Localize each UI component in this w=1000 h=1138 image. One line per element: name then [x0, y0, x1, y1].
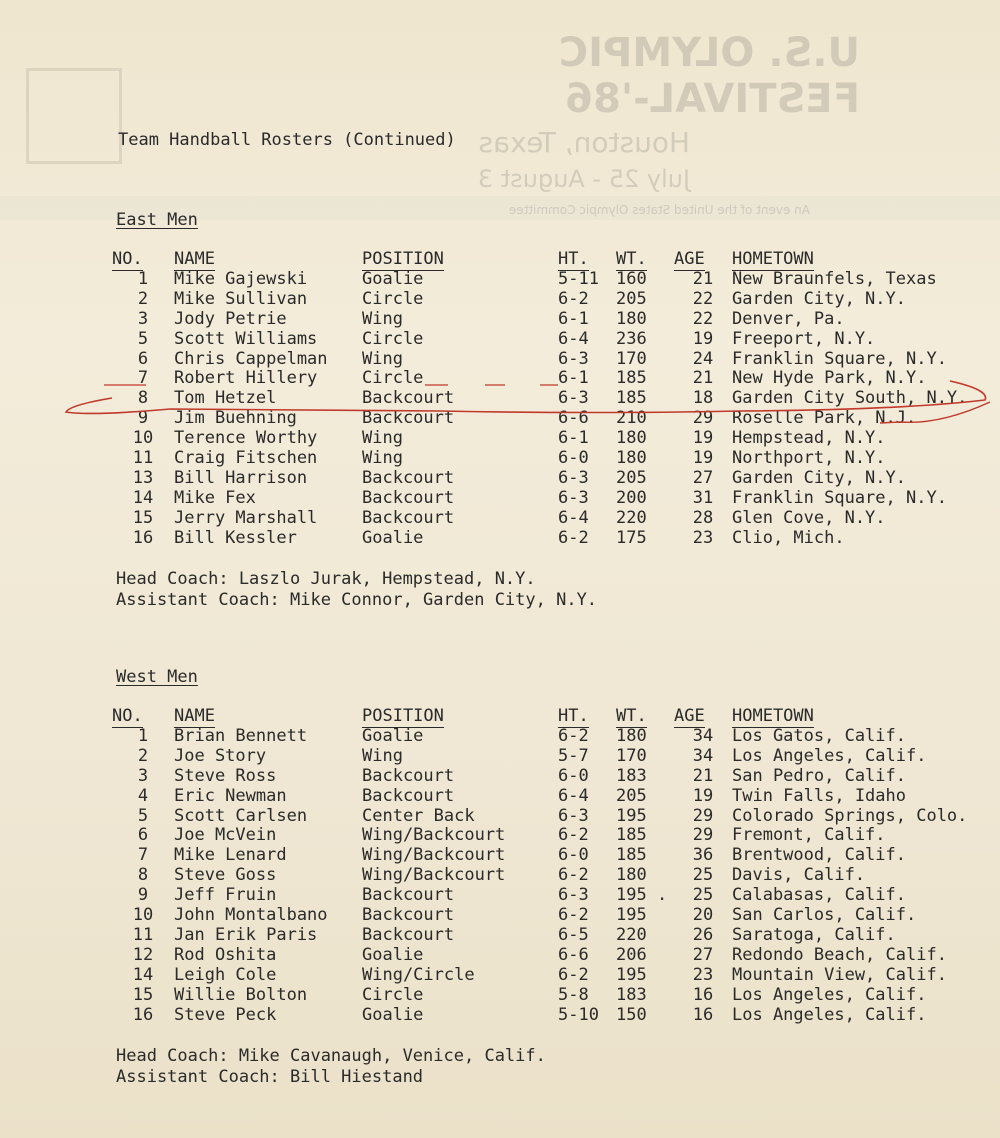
player-weight: 220 — [616, 507, 647, 528]
player-age: 18 — [692, 388, 714, 409]
table-row — [112, 906, 992, 926]
player-position: Backcourt — [362, 388, 455, 409]
player-height: 6-3 — [558, 487, 589, 508]
player-age: 29 — [692, 408, 714, 429]
player-position: Backcourt — [362, 905, 455, 926]
player-number: 9 — [137, 408, 149, 429]
player-hometown: Los Angeles, Calif. — [732, 984, 927, 1005]
player-position: Circle — [362, 288, 424, 309]
player-age: 34 — [692, 745, 714, 766]
table-row — [112, 926, 992, 946]
table-row — [112, 270, 992, 290]
player-height: 6-3 — [558, 885, 589, 906]
player-position: Goalie — [362, 944, 424, 965]
player-number: 16 — [132, 527, 154, 548]
player-number: 6 — [137, 825, 149, 846]
player-weight: 185 — [616, 825, 647, 846]
player-number: 15 — [132, 984, 154, 1005]
player-hometown: New Hyde Park, N.Y. — [732, 368, 927, 389]
player-height: 6-0 — [558, 448, 589, 469]
player-age: 29 — [692, 805, 714, 826]
player-weight: 175 — [616, 527, 647, 548]
table-row — [112, 469, 992, 489]
table-row — [112, 886, 992, 906]
player-name: Jan Erik Paris — [174, 924, 318, 945]
player-height: 6-6 — [558, 944, 589, 965]
player-age: 27 — [692, 944, 714, 965]
table-row — [112, 330, 992, 350]
col-age-header: AGE — [674, 249, 705, 269]
col-wt-header: WT. — [616, 706, 647, 726]
table-row — [112, 409, 992, 429]
west-assistant-coach: Assistant Coach: Bill Hiestand — [116, 1067, 424, 1087]
player-position: Backcourt — [362, 487, 455, 508]
player-height: 6-4 — [558, 328, 589, 349]
player-height: 6-1 — [558, 428, 589, 449]
player-height: 6-4 — [558, 507, 589, 528]
player-name: Brian Bennett — [174, 725, 308, 746]
player-weight: 180 — [616, 448, 647, 469]
player-age: 21 — [692, 368, 714, 389]
col-name-header: NAME — [174, 706, 215, 726]
east-header-row — [112, 250, 992, 270]
player-name: Steve Peck — [174, 1004, 277, 1025]
player-height: 6-0 — [558, 845, 589, 866]
player-hometown: Clio, Mich. — [732, 527, 845, 548]
player-height: 6-2 — [558, 725, 589, 746]
player-number: 1 — [137, 725, 149, 746]
player-weight: 185 — [616, 368, 647, 389]
player-position: Backcourt — [362, 408, 455, 429]
player-age: 21 — [692, 268, 714, 289]
west-head-coach: Head Coach: Mike Cavanaugh, Venice, Calif. — [116, 1046, 546, 1066]
player-name: Willie Bolton — [174, 984, 308, 1005]
player-hometown: Twin Falls, Idaho — [732, 785, 906, 806]
player-number: 5 — [137, 805, 149, 826]
player-hometown: Calabasas, Calif. — [732, 885, 906, 906]
player-weight: 220 — [616, 924, 647, 945]
player-height: 5-11 — [558, 268, 599, 289]
player-age: 22 — [692, 308, 714, 329]
player-position: Backcourt — [362, 765, 455, 786]
player-position: Goalie — [362, 268, 424, 289]
player-number: 10 — [132, 428, 154, 449]
player-name: Chris Cappelman — [174, 348, 328, 369]
player-number: 8 — [137, 865, 149, 886]
player-position: Wing/Backcourt — [362, 825, 506, 846]
table-row — [112, 966, 992, 986]
player-hometown: Freeport, N.Y. — [732, 328, 876, 349]
player-number: 14 — [132, 487, 154, 508]
player-height: 5-8 — [558, 984, 589, 1005]
player-weight: 205 — [616, 785, 647, 806]
player-number: 11 — [132, 448, 154, 469]
player-age: 19 — [692, 785, 714, 806]
player-name: Tom Hetzel — [174, 388, 277, 409]
player-height: 6-6 — [558, 408, 589, 429]
player-height: 6-3 — [558, 805, 589, 826]
player-weight: 195 — [616, 905, 647, 926]
player-height: 6-2 — [558, 288, 589, 309]
player-number: 14 — [132, 964, 154, 985]
player-number: 3 — [137, 765, 149, 786]
player-weight: 160 — [616, 268, 647, 289]
player-hometown: New Braunfels, Texas — [732, 268, 937, 289]
player-height: 6-3 — [558, 348, 589, 369]
table-row — [112, 787, 992, 807]
player-weight: 150 — [616, 1004, 647, 1025]
player-weight: 205 — [616, 467, 647, 488]
player-name: Steve Goss — [174, 865, 277, 886]
player-hometown: Mountain View, Calif. — [732, 964, 947, 985]
table-row — [112, 369, 992, 389]
player-age: 25 — [692, 885, 714, 906]
player-name: Joe McVein — [174, 825, 277, 846]
col-position-header: POSITION — [362, 706, 444, 726]
player-height: 6-2 — [558, 527, 589, 548]
player-age: 31 — [692, 487, 714, 508]
player-weight: 185 — [616, 845, 647, 866]
player-hometown: Los Angeles, Calif. — [732, 745, 927, 766]
player-number: 8 — [137, 388, 149, 409]
player-hometown: Brentwood, Calif. — [732, 845, 906, 866]
player-hometown: Franklin Square, N.Y. — [732, 487, 947, 508]
letterhead-event: U.S. OLYMPIC FESTIVAL-'86 — [558, 30, 860, 122]
player-weight: 236 — [616, 328, 647, 349]
player-weight: 183 — [616, 984, 647, 1005]
player-position: Wing — [362, 745, 403, 766]
player-height: 6-2 — [558, 964, 589, 985]
player-position: Circle — [362, 328, 424, 349]
table-row — [112, 727, 992, 747]
player-weight: 170 — [616, 348, 647, 369]
col-hometown-header: HOMETOWN — [732, 249, 814, 269]
player-position: Wing/Backcourt — [362, 845, 506, 866]
player-position: Backcourt — [362, 885, 455, 906]
player-weight: 180 — [616, 865, 647, 886]
player-position: Wing — [362, 428, 403, 449]
player-weight: 185 — [616, 388, 647, 409]
player-position: Backcourt — [362, 507, 455, 528]
player-hometown: Garden City, N.Y. — [732, 288, 906, 309]
player-position: Wing — [362, 448, 403, 469]
table-row — [112, 826, 992, 846]
col-no-header: NO. — [112, 249, 143, 269]
player-age: 19 — [692, 428, 714, 449]
player-number: 16 — [132, 1004, 154, 1025]
table-row — [112, 389, 992, 409]
player-weight: 206 — [616, 944, 647, 965]
player-number: 9 — [137, 885, 149, 906]
player-age: 27 — [692, 467, 714, 488]
player-position: Wing — [362, 348, 403, 369]
player-name: Rod Oshita — [174, 944, 277, 965]
player-height: 5-7 — [558, 745, 589, 766]
player-number: 11 — [132, 924, 154, 945]
player-name: Steve Ross — [174, 765, 277, 786]
player-age: 25 — [692, 865, 714, 886]
player-position: Wing — [362, 308, 403, 329]
table-row — [112, 449, 992, 469]
player-height: 6-5 — [558, 924, 589, 945]
player-hometown: Los Gatos, Calif. — [732, 725, 906, 746]
player-age: 29 — [692, 825, 714, 846]
player-hometown: Garden City, N.Y. — [732, 467, 906, 488]
player-name: Mike Gajewski — [174, 268, 308, 289]
table-row — [112, 429, 992, 449]
player-height: 6-2 — [558, 905, 589, 926]
player-age: 16 — [692, 1004, 714, 1025]
player-age: 24 — [692, 348, 714, 369]
letterhead-location: Houston, Texas — [478, 126, 690, 159]
player-weight: 200 — [616, 487, 647, 508]
col-no-header: NO. — [112, 706, 143, 726]
player-age: 20 — [692, 905, 714, 926]
player-position: Goalie — [362, 527, 424, 548]
player-name: Terence Worthy — [174, 428, 318, 449]
table-row — [112, 509, 992, 529]
table-row — [112, 767, 992, 787]
player-age: 36 — [692, 845, 714, 866]
player-hometown: Los Angeles, Calif. — [732, 1004, 927, 1025]
player-number: 13 — [132, 467, 154, 488]
player-position: Wing/Circle — [362, 964, 475, 985]
player-position: Wing/Backcourt — [362, 865, 506, 886]
player-hometown: Hempstead, N.Y. — [732, 428, 886, 449]
table-row — [112, 350, 992, 370]
col-wt-header: WT. — [616, 249, 647, 269]
player-name: Bill Kessler — [174, 527, 297, 548]
player-age: 23 — [692, 964, 714, 985]
letterhead-tagline: An event of the United States Olympic Committee — [508, 203, 810, 217]
player-age: 28 — [692, 507, 714, 528]
table-row — [112, 846, 992, 866]
player-age: 22 — [692, 288, 714, 309]
player-age: 26 — [692, 924, 714, 945]
player-position: Goalie — [362, 725, 424, 746]
table-row — [112, 807, 992, 827]
player-hometown: Northport, N.Y. — [732, 448, 886, 469]
player-height: 6-0 — [558, 765, 589, 786]
player-weight: 180 — [616, 308, 647, 329]
player-name: Joe Story — [174, 745, 267, 766]
player-number: 12 — [132, 944, 154, 965]
player-hometown: Garden City South, N.Y. — [732, 388, 968, 409]
player-position: Backcourt — [362, 467, 455, 488]
west-roster-table — [112, 707, 992, 1026]
player-height: 6-1 — [558, 308, 589, 329]
player-hometown: Franklin Square, N.Y. — [732, 348, 947, 369]
east-head-coach: Head Coach: Laszlo Jurak, Hempstead, N.Y. — [116, 569, 536, 589]
player-weight: 210 — [616, 408, 647, 429]
player-name: Jody Petrie — [174, 308, 287, 329]
table-row — [112, 986, 992, 1006]
player-name: Mike Fex — [174, 487, 256, 508]
player-hometown: Fremont, Calif. — [732, 825, 886, 846]
player-height: 6-3 — [558, 388, 589, 409]
player-number: 15 — [132, 507, 154, 528]
col-age-header: AGE — [674, 706, 705, 726]
east-section-title: East Men — [116, 210, 198, 230]
table-row — [112, 866, 992, 886]
player-height: 6-1 — [558, 368, 589, 389]
player-number: 2 — [137, 288, 149, 309]
player-hometown: Colorado Springs, Colo. — [732, 805, 968, 826]
player-weight: 195 — [616, 964, 647, 985]
player-number: 5 — [137, 328, 149, 349]
player-hometown: San Pedro, Calif. — [732, 765, 906, 786]
player-hometown: Saratoga, Calif. — [732, 924, 896, 945]
player-position: Circle — [362, 984, 424, 1005]
player-number: 2 — [137, 745, 149, 766]
player-hometown: Redondo Beach, Calif. — [732, 944, 947, 965]
player-number: 7 — [137, 845, 149, 866]
player-weight: 195 — [616, 805, 647, 826]
east-roster-table — [112, 250, 992, 549]
player-number: 3 — [137, 308, 149, 329]
player-height: 5-10 — [558, 1004, 599, 1025]
player-height: 6-3 — [558, 467, 589, 488]
col-ht-header: HT. — [558, 706, 589, 726]
player-weight: 195 . — [616, 885, 668, 906]
col-name-header: NAME — [174, 249, 215, 269]
player-position: Circle — [362, 368, 424, 389]
player-name: Scott Williams — [174, 328, 318, 349]
table-row — [112, 310, 992, 330]
player-name: Mike Lenard — [174, 845, 287, 866]
player-name: John Montalbano — [174, 905, 328, 926]
player-height: 6-4 — [558, 785, 589, 806]
table-row — [112, 946, 992, 966]
table-row — [112, 747, 992, 767]
player-position: Goalie — [362, 1004, 424, 1025]
player-name: Jim Buehning — [174, 408, 297, 429]
player-position: Backcourt — [362, 785, 455, 806]
player-name: Robert Hillery — [174, 368, 318, 389]
player-number: 6 — [137, 348, 149, 369]
player-weight: 205 — [616, 288, 647, 309]
player-name: Craig Fitschen — [174, 448, 318, 469]
player-age: 19 — [692, 328, 714, 349]
player-age: 16 — [692, 984, 714, 1005]
west-section-title: West Men — [116, 667, 198, 687]
player-number: 4 — [137, 785, 149, 806]
player-weight: 180 — [616, 725, 647, 746]
player-age: 19 — [692, 448, 714, 469]
player-age: 34 — [692, 725, 714, 746]
player-weight: 180 — [616, 428, 647, 449]
col-ht-header: HT. — [558, 249, 589, 269]
player-name: Jerry Marshall — [174, 507, 318, 528]
player-weight: 183 — [616, 765, 647, 786]
table-row — [112, 1006, 992, 1026]
player-name: Jeff Fruin — [174, 885, 277, 906]
player-hometown: Davis, Calif. — [732, 865, 866, 886]
west-header-row — [112, 707, 992, 727]
player-height: 6-2 — [558, 865, 589, 886]
player-position: Backcourt — [362, 924, 455, 945]
player-weight: 170 — [616, 745, 647, 766]
table-row — [112, 489, 992, 509]
player-hometown: Glen Cove, N.Y. — [732, 507, 886, 528]
page-title: Team Handball Rosters (Continued) — [118, 130, 456, 150]
player-name: Mike Sullivan — [174, 288, 308, 309]
letterhead-dates: July 25 - August 3 — [477, 165, 690, 193]
player-name: Scott Carlsen — [174, 805, 308, 826]
player-name: Leigh Cole — [174, 964, 277, 985]
player-position: Center Back — [362, 805, 475, 826]
table-row — [112, 290, 992, 310]
col-position-header: POSITION — [362, 249, 444, 269]
player-name: Eric Newman — [174, 785, 287, 806]
player-hometown: San Carlos, Calif. — [732, 905, 917, 926]
east-assistant-coach: Assistant Coach: Mike Connor, Garden City, N.Y. — [116, 590, 598, 610]
player-number: 10 — [132, 905, 154, 926]
player-height: 6-2 — [558, 825, 589, 846]
player-number: 1 — [137, 268, 149, 289]
player-hometown: Denver, Pa. — [732, 308, 845, 329]
player-age: 23 — [692, 527, 714, 548]
player-number: 7 — [137, 368, 149, 389]
player-hometown: Roselle Park, N.J. — [732, 408, 917, 429]
col-hometown-header: HOMETOWN — [732, 706, 814, 726]
table-row — [112, 529, 992, 549]
player-name: Bill Harrison — [174, 467, 308, 488]
player-age: 21 — [692, 765, 714, 786]
